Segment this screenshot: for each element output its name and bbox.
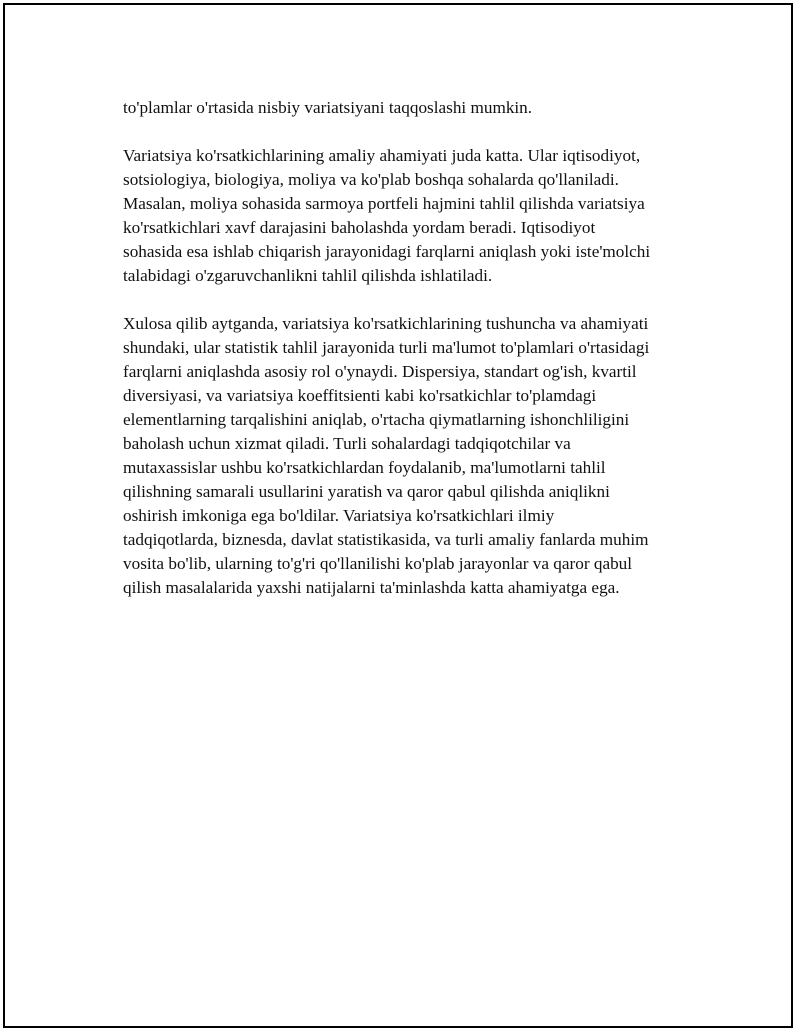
paragraph-3: Xulosa qilib aytganda, variatsiya ko'rsatkichlarining tushuncha va ahamiyati shundaki, ular statistik tahlil jarayonida turli ma'lumot to'plamlari o'rtasidagi farqlarni aniqlashda asosiy rol o'ynaydi. Dispersiya, standart og'ish, kvartil diversiyasi, va variatsiya koeffitsienti kabi ko'rsatkichlar to'plamdagi elementlarning tarqalishini aniqlab, o'rtacha qiymatlarning ishonchliligini baholash uchun xizmat qiladi. Turli sohalardagi tadqiqotchilar va mutaxassislar ushbu ko'rsatkichlardan foydalanib, ma'lumotlarni tahlil qilishning samarali usullarini yaratish va qaror qabul qilishda aniqlikni oshirish imkoniga ega bo'ldilar. Variatsiya ko'rsatkichlari ilmiy tadqiqotlarda, biznesda, davlat statistikasida, va turli amaliy fanlarda muhim vosita bo'lib, ularning to'g'ri qo'llanilishi ko'plab jarayonlar va qaror qabul qilish masalalarida yaxshi natijalarni ta'minlashda katta ahamiyatga ega. <box>123 314 650 597</box>
paragraph-1: to'plamlar o'rtasida nisbiy variatsiyani taqqoslashi mumkin. <box>123 98 533 117</box>
page-border <box>3 3 793 1028</box>
paragraph-2: Variatsiya ko'rsatkichlarining amaliy ahamiyati juda katta. Ular iqtisodiyot, sotsiologiya, biologiya, moliya va ko'plab boshqa sohalarda qo'llaniladi. Masalan, moliya sohasida sarmoya portfeli hajmini tahlil qilishda variatsiya ko'rsatkichlari xavf darajasini baholashda yordam beradi. Iqtisodiyot sohasida esa ishlab chiqarish jarayonidagi farqlarni aniqlash yoki iste'molchi talabidagi o'zgaruvchanlikni tahlil qilishda ishlatiladi. <box>123 146 651 285</box>
document-body <box>123 96 691 624</box>
